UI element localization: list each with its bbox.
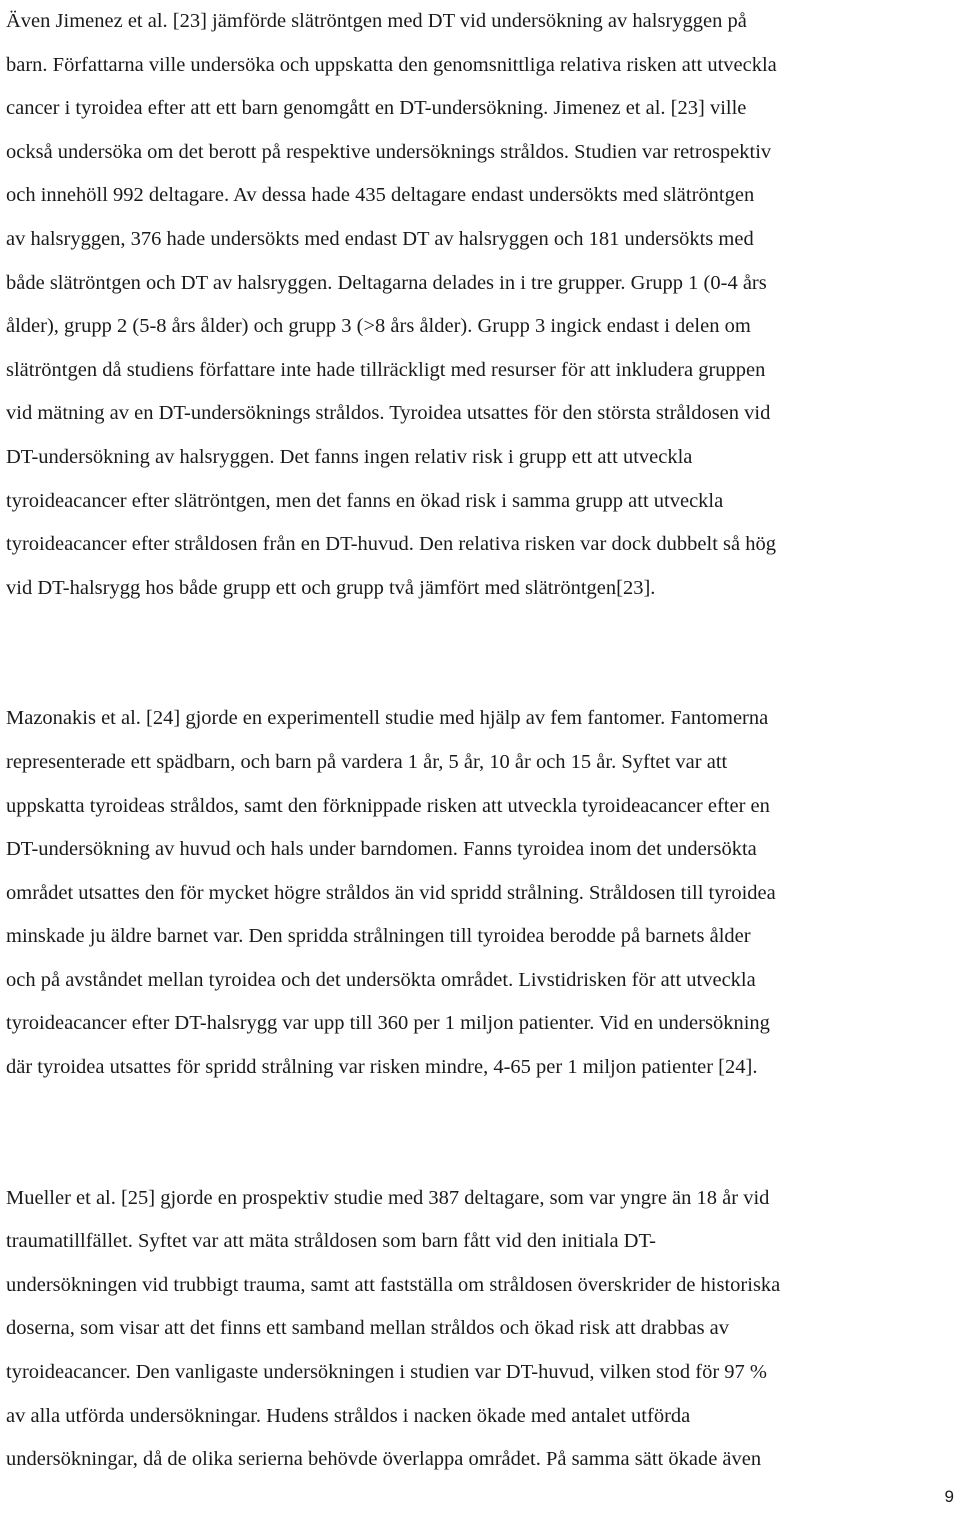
- text-line: också undersöka om det berott på respektive undersöknings stråldos. Studien var retrospektiv: [6, 140, 772, 163]
- text-line: tyroideacancer efter slätröntgen, men det fanns en ökad risk i samma grupp att utveckla: [6, 489, 724, 512]
- text-line: tyroideacancer. Den vanligaste undersökningen i studien var DT-huvud, vilken stod för 97 %: [6, 1361, 767, 1384]
- text-line: slätröntgen då studiens författare inte hade tillräckligt med resurser för att inkludera gruppen: [6, 358, 766, 381]
- text-line: tyroideacancer efter DT-halsrygg var upp till 360 per 1 miljon patienter. Vid en undersökning: [6, 1012, 770, 1035]
- text-line: representerade ett spädbarn, och barn på vardera 1 år, 5 år, 10 år och 15 år. Syftet var att: [6, 750, 728, 773]
- paragraph-spacer: [6, 610, 956, 697]
- text-line: barn. Författarna ville undersöka och uppskatta den genomsnittliga relativa risken att utveckla: [6, 53, 777, 76]
- text-line: Mueller et al. [25] gjorde en prospektiv studie med 387 deltagare, som var yngre än 18 år vid: [6, 1186, 770, 1209]
- text-line: undersökningen vid trubbigt trauma, samt att fastställa om stråldosen överskrider de historiska: [6, 1273, 781, 1296]
- text-line: vid DT-halsrygg hos både grupp ett och grupp två jämfört med slätröntgen[23].: [6, 576, 656, 599]
- text-line: DT-undersökning av huvud och hals under barndomen. Fanns tyroidea inom det undersökta: [6, 838, 757, 861]
- document-page: [6, 0, 956, 1482]
- text-line: Mazonakis et al. [24] gjorde en experimentell studie med hjälp av fem fantomer. Fantomerna: [6, 707, 769, 730]
- paragraph-mazonakis: [6, 697, 956, 1089]
- text-line: av alla utförda undersökningar. Hudens stråldos i nacken ökade med antalet utförda: [6, 1404, 691, 1427]
- text-line: undersökningar, då de olika serierna behövde överlappa området. På samma sätt ökade även: [6, 1448, 762, 1471]
- text-line: minskade ju äldre barnet var. Den spridda strålningen till tyroidea berodde på barnets ålder: [6, 925, 751, 948]
- text-line: cancer i tyroidea efter att ett barn genomgått en DT-undersökning. Jimenez et al. [23] ville: [6, 97, 747, 120]
- paragraph-mueller: [6, 1177, 956, 1482]
- text-line: tyroideacancer efter stråldosen från en DT-huvud. Den relativa risken var dock dubbelt så hög: [6, 533, 776, 556]
- text-line: och på avståndet mellan tyroidea och det undersökta området. Livstidrisken för att utveckla: [6, 968, 756, 991]
- text-line: traumatillfället. Syftet var att mäta stråldosen som barn fått vid den initiala DT-: [6, 1230, 656, 1253]
- page-number: 9: [944, 1487, 954, 1506]
- text-line: av halsryggen, 376 hade undersökts med endast DT av halsryggen och 181 undersökts med: [6, 227, 754, 250]
- text-line: och innehöll 992 deltagare. Av dessa hade 435 deltagare endast undersökts med slätröntgen: [6, 184, 755, 207]
- text-line: Även Jimenez et al. [23] jämförde slätröntgen med DT vid undersökning av halsryggen på: [6, 10, 747, 32]
- text-line: där tyroidea utsattes för spridd strålning var risken mindre, 4-65 per 1 miljon patienter [24].: [6, 1056, 758, 1079]
- text-line: uppskatta tyroideas stråldos, samt den förknippade risken att utveckla tyroideacancer efter en: [6, 794, 770, 817]
- text-line: både slätröntgen och DT av halsryggen. Deltagarna delades in i tre grupper. Grupp 1 (0-4 års: [6, 271, 767, 294]
- text-line: ålder), grupp 2 (5-8 års ålder) och grupp 3 (>8 års ålder). Grupp 3 ingick endast i delen om: [6, 315, 751, 338]
- text-line: doserna, som visar att det finns ett samband mellan stråldos och ökad risk att drabbas av: [6, 1317, 730, 1340]
- text-line: vid mätning av en DT-undersöknings stråldos. Tyroidea utsattes för den största stråldosen vid: [6, 402, 771, 425]
- text-line: området utsattes den för mycket högre stråldos än vid spridd strålning. Stråldosen till tyroidea: [6, 881, 776, 904]
- text-line: DT-undersökning av halsryggen. Det fanns ingen relativ risk i grupp ett att utveckla: [6, 445, 693, 468]
- paragraph-jimenez: [6, 0, 956, 610]
- paragraph-spacer: [6, 1090, 956, 1177]
